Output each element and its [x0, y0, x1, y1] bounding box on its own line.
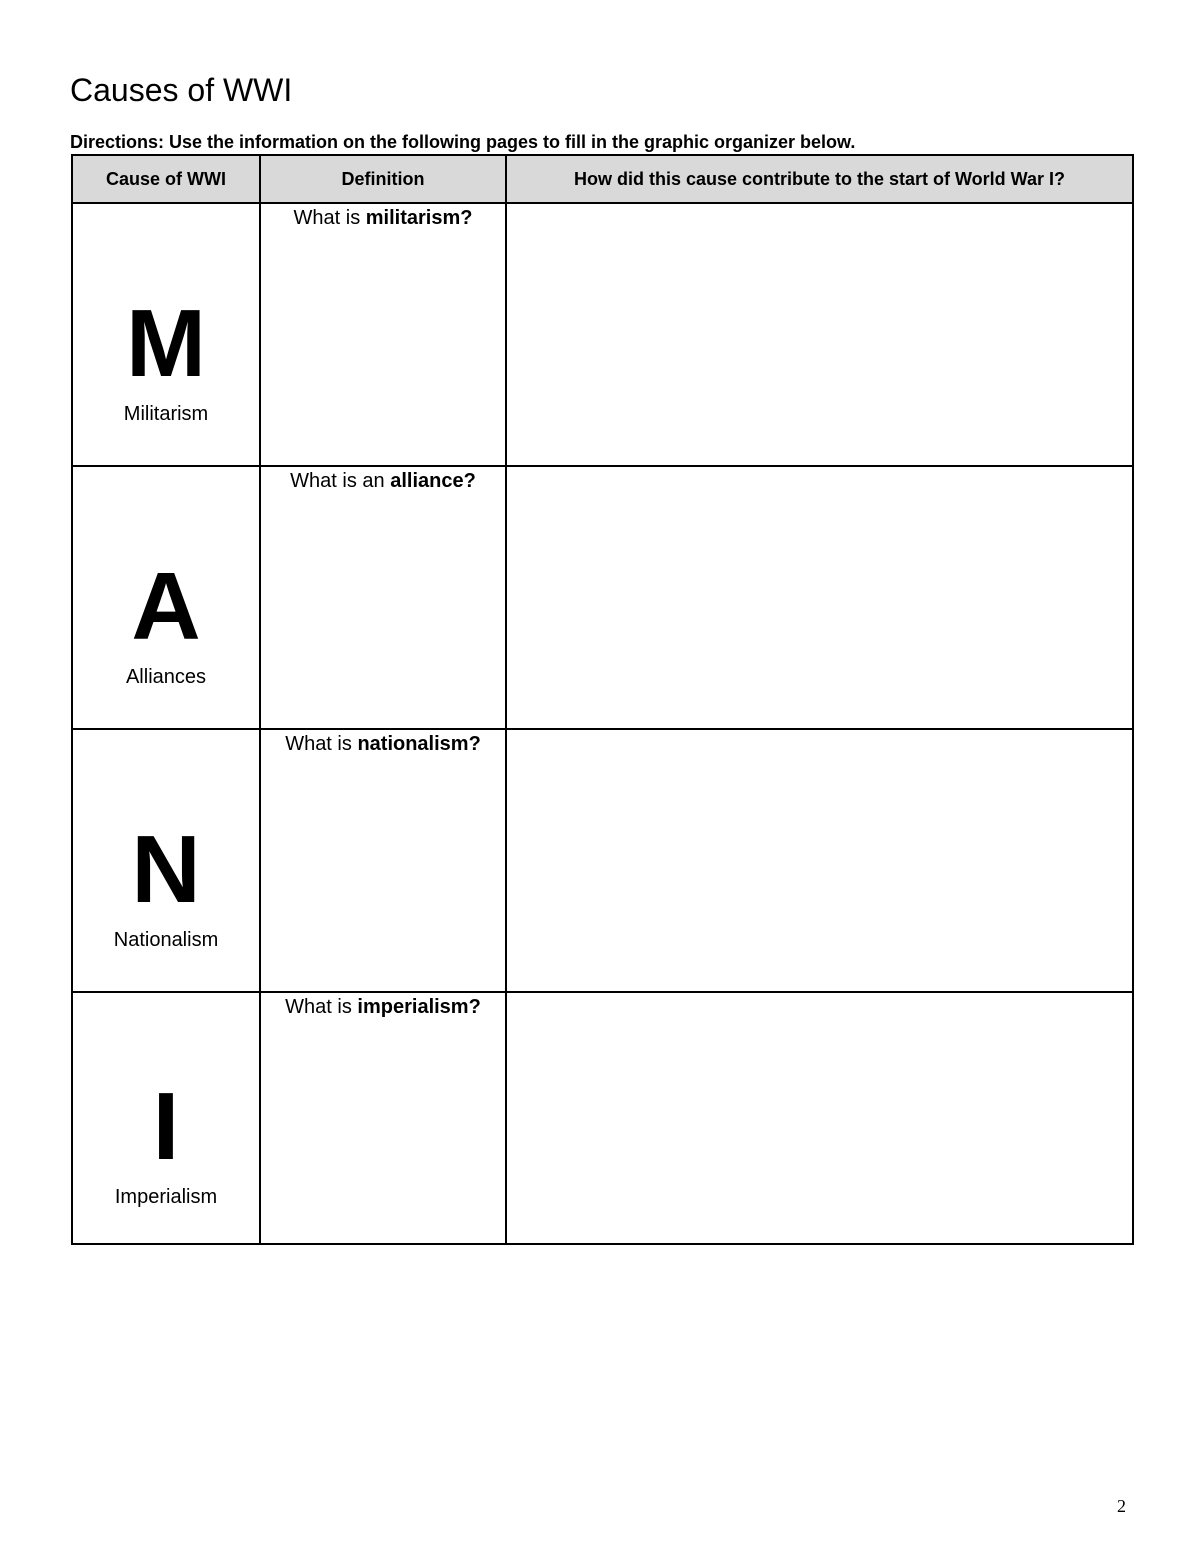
question-term: imperialism?	[357, 996, 481, 1018]
page-title: Causes of WWI	[70, 72, 293, 108]
cause-cell-militarism	[72, 203, 260, 466]
definition-cell-militarism[interactable]	[260, 203, 506, 466]
page-number: 2	[1117, 1496, 1126, 1516]
header-definition: Definition	[260, 155, 506, 203]
definition-question	[261, 732, 505, 756]
question-term: nationalism?	[357, 733, 481, 755]
table-header-row	[72, 155, 1133, 203]
cause-letter: I	[152, 1073, 180, 1180]
definition-question	[261, 469, 505, 493]
cause-name: Nationalism	[113, 928, 219, 951]
cause-cell-alliances	[72, 466, 260, 729]
cause-name: Imperialism	[114, 1186, 218, 1208]
question-prefix: What is	[285, 996, 358, 1018]
contribution-cell-imperialism[interactable]	[506, 992, 1133, 1244]
question-term: alliance?	[390, 470, 476, 492]
definition-cell-nationalism[interactable]	[260, 729, 506, 992]
definition-cell-imperialism[interactable]	[260, 992, 506, 1244]
question-prefix: What is	[293, 207, 366, 229]
cause-letter: A	[131, 552, 201, 660]
header-contribution: How did this cause contribute to the start of World War I?	[506, 155, 1133, 203]
graphic-organizer-table	[71, 154, 1134, 1245]
question-prefix: What is an	[290, 470, 391, 492]
definition-question	[261, 995, 505, 1019]
header-cause: Cause of WWI	[72, 155, 260, 203]
cause-letter: M	[126, 289, 206, 397]
question-term: militarism?	[365, 207, 473, 229]
table-row	[72, 729, 1133, 992]
cause-name: Militarism	[123, 402, 209, 425]
contribution-cell-militarism[interactable]	[506, 203, 1133, 466]
table-row	[72, 992, 1133, 1244]
table-row	[72, 203, 1133, 466]
definition-question	[261, 206, 505, 230]
directions-text: Directions: Use the information on the following pages to fill in the graphic organizer below.	[70, 132, 856, 152]
question-prefix: What is	[285, 733, 358, 755]
contribution-cell-alliances[interactable]	[506, 466, 1133, 729]
contribution-cell-nationalism[interactable]	[506, 729, 1133, 992]
definition-cell-alliances[interactable]	[260, 466, 506, 729]
table-row	[72, 466, 1133, 729]
cause-name: Alliances	[125, 665, 207, 688]
cause-cell-nationalism	[72, 729, 260, 992]
cause-cell-imperialism	[72, 992, 260, 1244]
cause-letter: N	[131, 815, 201, 923]
